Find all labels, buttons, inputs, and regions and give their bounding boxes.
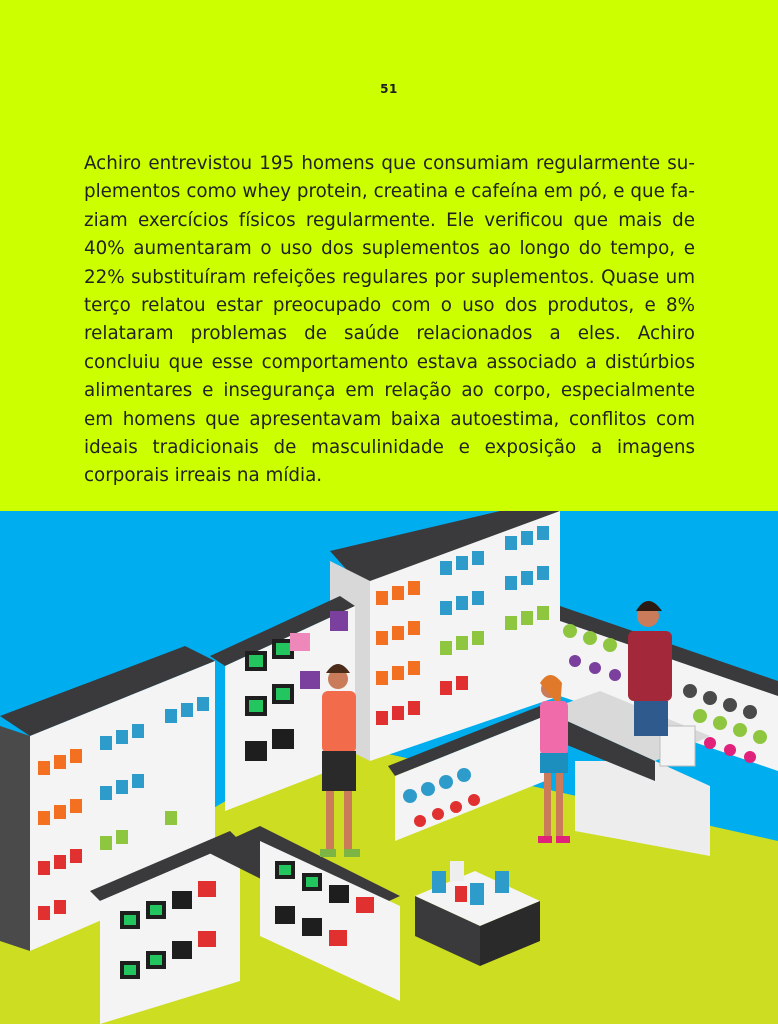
store-illustration [0, 511, 778, 1024]
page-number: 51 [380, 82, 398, 96]
body-paragraph: Achiro entrevistou 195 homens que consumiam regularmente suplementos como whey protein, creatina e cafeína em pó, e que faziam exercícios físicos regularmente. Ele verificou que mais de 40% aumentaram o uso dos suplementos ao longo do tempo, e 22% substituíram refeições regulares por suplementos. Quase um terço relatou estar preocupado com o uso dos produtos, e 8% relataram problemas de saúde relacionados a eles. Achiro concluiu que esse comportamento estava associado a distúrbios alimentares e insegurança em relação ao corpo, especialmente em homens que apresentavam baixa autoestima, conflitos com ideais tradicionais de masculinidade e exposição a imagens corporais irreais na mídia. [84, 153, 695, 487]
